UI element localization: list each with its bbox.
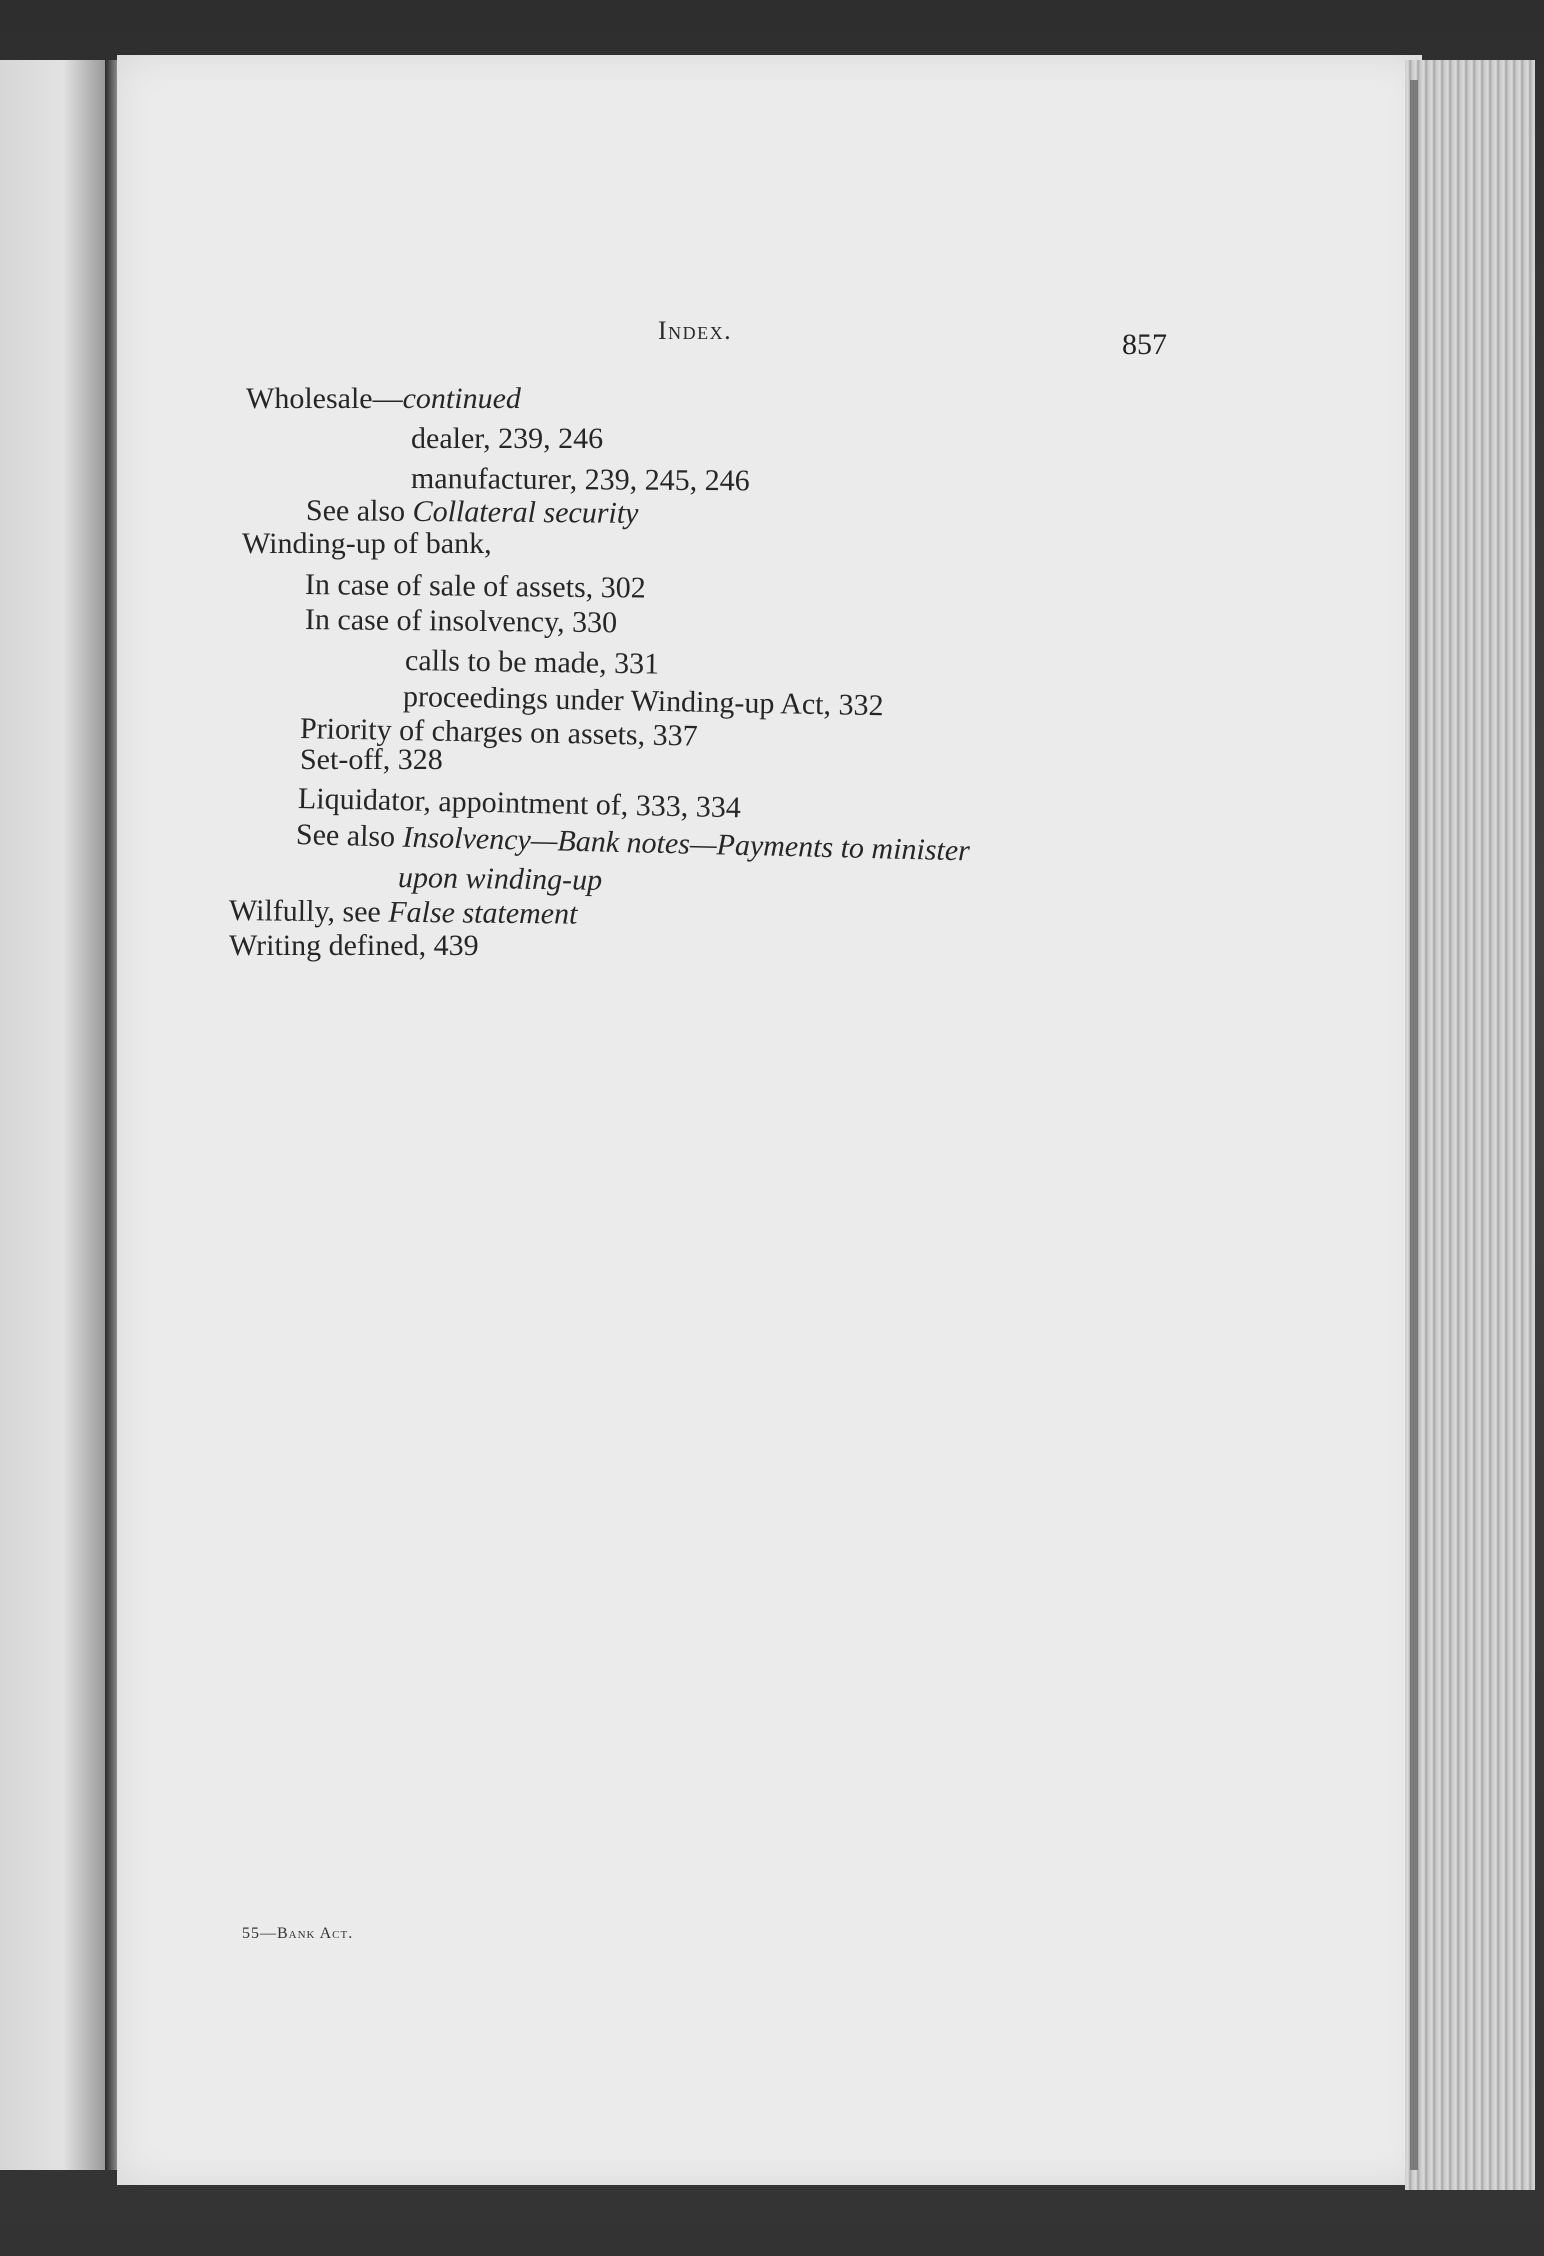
page-number: 857 <box>1122 328 1167 361</box>
entry-text: Liquidator, appointment of, 333, 334 <box>297 782 742 825</box>
entry-text: Priority of charges on assets, 337 <box>299 712 698 753</box>
index-entry <box>242 527 492 561</box>
book-page <box>117 55 1422 2185</box>
entry-text: manufacturer, 239, 245, 246 <box>410 462 750 498</box>
index-see-also <box>306 494 639 531</box>
index-subentry <box>411 462 750 498</box>
index-subentry <box>305 603 617 640</box>
entry-italic: Insolvency—Bank notes—Payments to minister <box>402 820 971 868</box>
entry-text: proceedings under Winding-up Act, 332 <box>402 680 884 723</box>
index-subentry <box>405 644 660 682</box>
entry-italic: False statement <box>388 895 578 931</box>
index-entry <box>229 929 479 963</box>
entry-text: See also <box>295 818 404 854</box>
index-entry <box>246 382 521 416</box>
entry-italic: Collateral security <box>412 494 639 530</box>
page-edge-shadow <box>1410 80 1418 2170</box>
index-subentry <box>300 743 443 777</box>
entry-text: Wholesale— <box>246 382 403 415</box>
entry-text: In case of sale of assets, 302 <box>304 568 646 605</box>
entry-text: Winding-up of bank, <box>242 527 492 560</box>
entry-text: See also <box>305 494 413 528</box>
entry-text: calls to be made, 331 <box>404 644 660 681</box>
page-edges <box>1405 60 1535 2190</box>
book-gutter <box>105 60 117 2170</box>
entry-text: dealer, 239, 246 <box>411 422 604 455</box>
signature-mark: 55—Bank Act. <box>242 1925 354 1942</box>
entry-italic: upon winding-up <box>397 861 603 897</box>
running-head: Index. <box>658 316 733 345</box>
index-subentry <box>305 568 646 606</box>
index-entry <box>229 894 578 932</box>
index-subentry <box>411 422 603 456</box>
entry-italic: continued <box>402 382 521 415</box>
previous-page-edge <box>0 60 105 2170</box>
entry-text: Wilfully, see <box>228 894 389 929</box>
entry-text: Set-off, 328 <box>300 743 443 776</box>
entry-text: Writing defined, 439 <box>229 929 479 962</box>
index-see-also-continued <box>398 861 603 898</box>
entry-text: In case of insolvency, 330 <box>304 603 618 640</box>
